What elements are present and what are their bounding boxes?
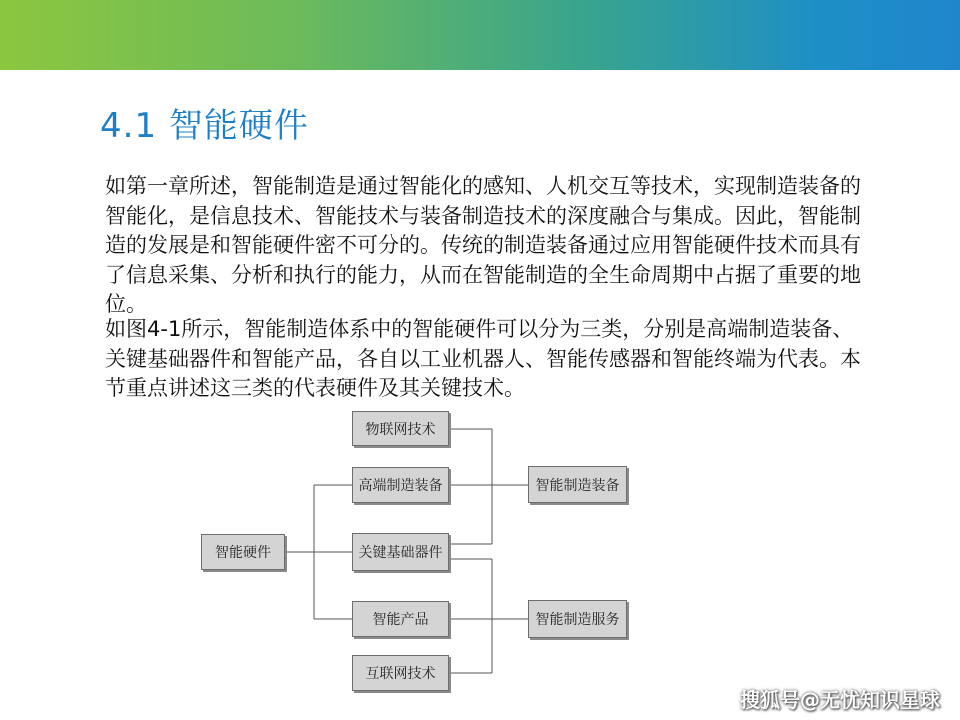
paragraph-intro: 如第一章所述，智能制造是通过智能化的感知、人机交互等技术，实现制造装备的智能化，是信息技术、智能技术与装备制造技术的深度融合与集成。因此，智能制造的发展是和智能硬件密不可分的。传统的制造装备通过应用智能硬件技术而具有了信息采集、分析和执行的能力，从而在智能制造的全生命周期中占据了重要的地位。	[105, 174, 861, 316]
node-smart-manufacturing-service: 智能制造服务	[528, 600, 627, 638]
slide-title: 4.1 智能硬件	[100, 106, 309, 146]
node-smart-manufacturing-equipment: 智能制造装备	[528, 466, 627, 503]
watermark: 搜狐号@无忧知识星球	[740, 688, 940, 712]
node-smart-hardware: 智能硬件	[201, 534, 285, 570]
node-key-components: 关键基础器件	[352, 533, 449, 571]
node-smart-products: 智能产品	[352, 601, 449, 637]
paragraph-classification: 如图4-1所示，智能制造体系中的智能硬件可以分为三类，分别是高端制造装备、关键基础器件和智能产品，各自以工业机器人、智能传感器和智能终端为代表。本节重点讲述这三类的代表硬件及其关键技术。	[105, 317, 861, 400]
node-iot-tech: 物联网技术	[352, 411, 449, 446]
node-internet-tech: 互联网技术	[352, 655, 449, 691]
node-high-end-equipment: 高端制造装备	[352, 467, 449, 503]
